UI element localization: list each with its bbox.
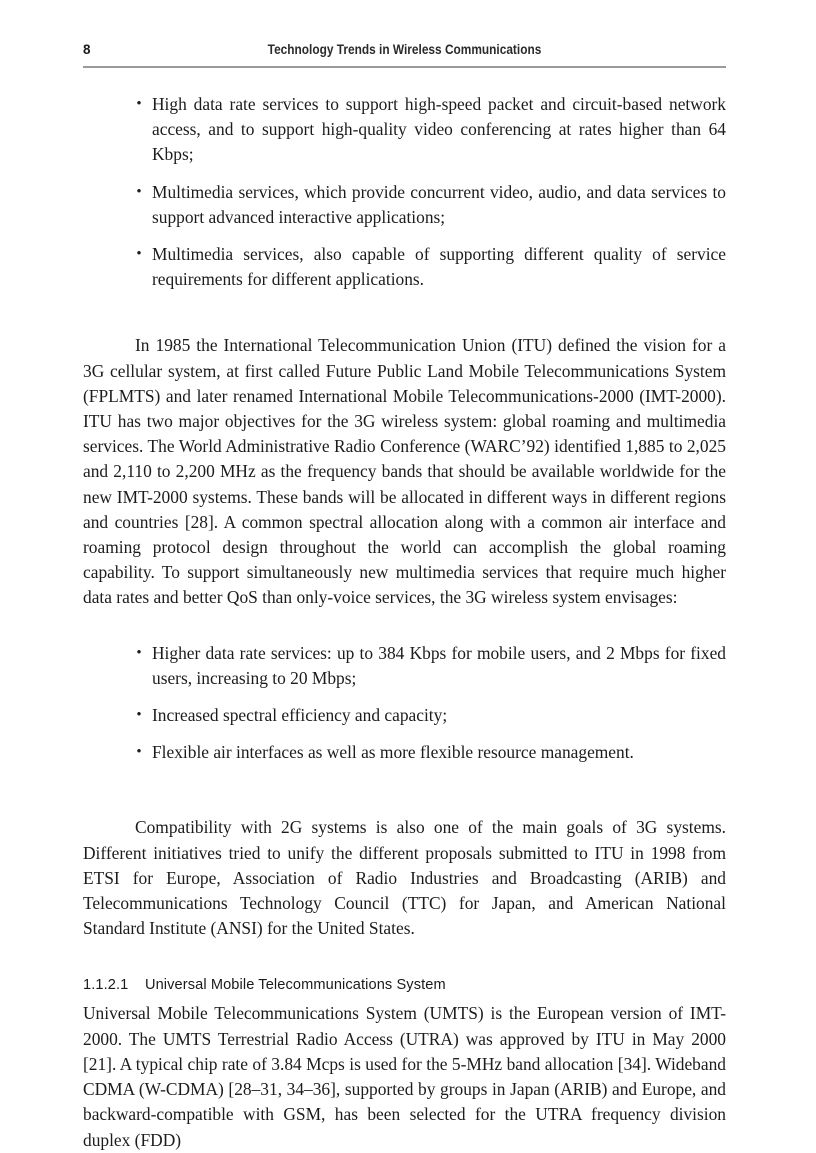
list-item (83, 703, 726, 728)
spacer (83, 611, 726, 641)
bullet-list-3g-service-goals (83, 92, 726, 292)
list-item (83, 641, 726, 691)
spacer (83, 941, 726, 974)
list-item-text: Flexible air interfaces as well as more flexible resource management. (152, 742, 634, 763)
bullet-icon: • (136, 744, 142, 761)
header-title: Technology Trends in Wireless Communications (267, 42, 542, 57)
bullet-icon: • (136, 183, 142, 200)
bullet-icon: • (136, 96, 142, 112)
section-heading-umts: 1.1.2.1 Universal Mobile Telecommunications System (83, 977, 446, 994)
paragraph-2g-compatibility: Compatibility with 2G systems is also one of the main goals of 3G systems. Different initiatives tried to unify the different proposals submitted to ITU in 1998 from ETSI for Europe, Association of Radio Industries and Broadcasting (ARIB) and Telecommunications Technology Council (TTC) for Japan, and American National Standard Institute (ANSI) for the United States. (83, 817, 726, 939)
bullet-list-3g-envisaged-features (83, 641, 726, 766)
bullet-icon: • (136, 246, 142, 263)
list-item (83, 242, 726, 292)
paragraph-umts: Universal Mobile Telecommunications System (UMTS) is the European version of IMT-2000. The UMTS Terrestrial Radio Access (UTRA) was approved by ITU in May 2000 [21]. A typical chip rate of 3.84 Mcps is used for the 5-MHz band allocation [34]. Wideband CDMA (W-CDMA) [28–31, 34–36], supported by groups in Japan (ARIB) and Europe, and backward-compatible with GSM, has been selected for the UTRA frequency division duplex (FDD) (83, 1003, 726, 1150)
list-item (83, 740, 726, 765)
header-divider (83, 66, 726, 68)
bullet-icon: • (136, 707, 142, 724)
list-item-text: Multimedia services, which provide concurrent video, audio, and data services to support advanced interactive applications; (152, 181, 726, 227)
page-number: 8 (83, 42, 91, 57)
running-header (83, 40, 726, 66)
bullet-icon: • (136, 644, 142, 661)
page-content (83, 92, 726, 1153)
list-item-text: Increased spectral efficiency and capacity; (152, 705, 448, 726)
spacer (83, 292, 726, 333)
list-item-text: Higher data rate services: up to 384 Kbps for mobile users, and 2 Mbps for fixed users, increasing to 20 Mbps; (152, 642, 726, 688)
list-item (83, 180, 726, 230)
list-item-text: High data rate services to support high-speed packet and circuit-based network access, and to support high-quality video conferencing at rates higher than 64 Kbps; (152, 94, 726, 165)
list-item-text: Multimedia services, also capable of supporting different quality of service requirements for different applications. (152, 244, 726, 290)
paragraph-imt2000-vision: In 1985 the International Telecommunication Union (ITU) defined the vision for a 3G cellular system, at first called Future Public Land Mobile Telecommunications System (FPLMTS) and later renamed International Mobile Telecommunications-2000 (IMT-2000). ITU has two major objectives for the 3G wireless system: global roaming and multimedia services. The World Administrative Radio Conference (WARC’92) identified 1,885 to 2,025 and 2,110 to 2,200 MHz as the frequency bands that should be available worldwide for the new IMT-2000 systems. These bands will be allocated in different ways in different regions and countries [28]. A common spectral allocation along with a common air interface and roaming protocol design throughout the world can accomplish the global roaming capability. To support simultaneously new multimedia services that require much higher data rates and better QoS than only-voice services, the 3G wireless system envisages: (83, 335, 726, 608)
list-item (83, 92, 726, 168)
spacer (83, 765, 726, 815)
